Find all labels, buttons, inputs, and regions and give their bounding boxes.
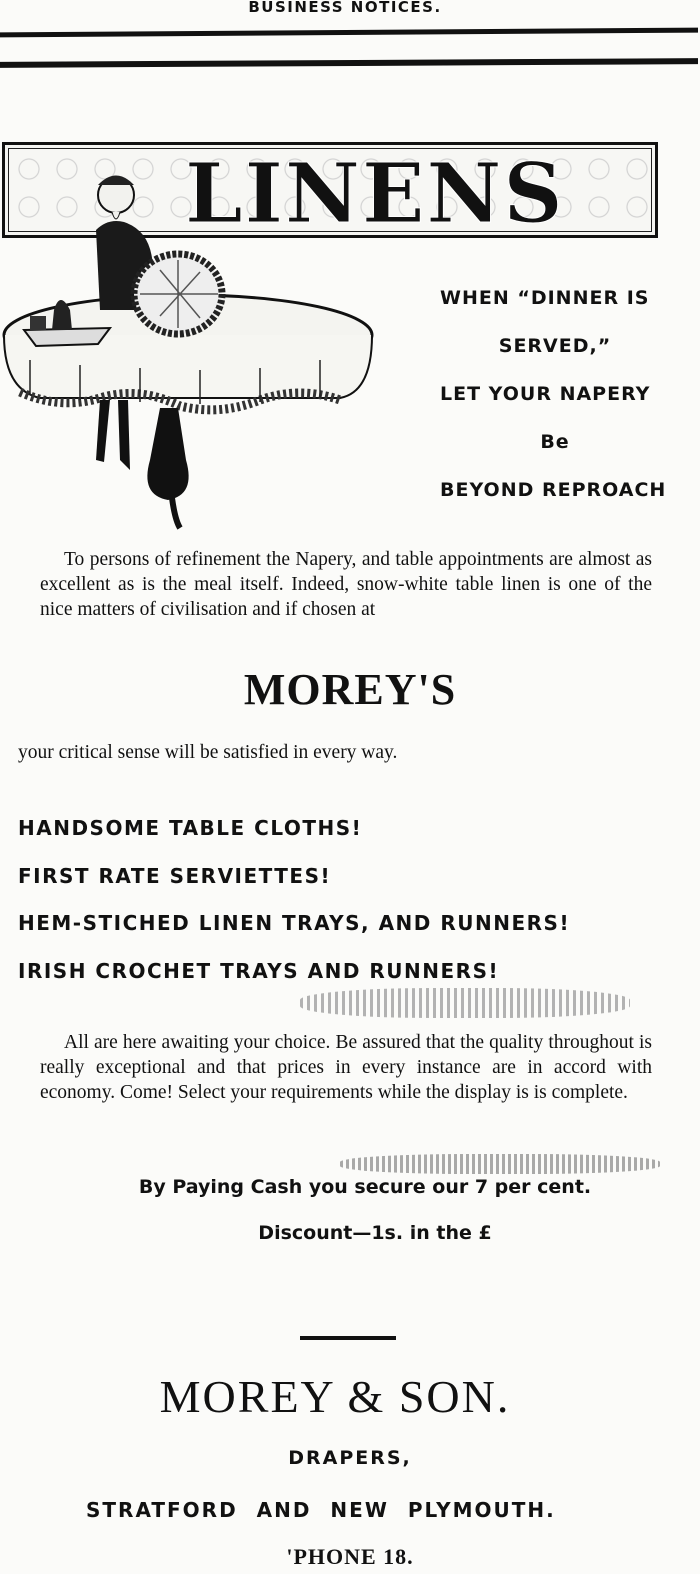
slogan-line-5: BEYOND REPROACH [440, 479, 667, 501]
product-item: HANDSOME TABLE CLOTHS! [18, 816, 363, 840]
header-rule-bottom [0, 58, 698, 68]
maid-table-illustration [0, 160, 390, 530]
product-item: HEM-STICHED LINEN TRAYS, AND RUNNERS! [18, 911, 571, 935]
slogan-line-1: WHEN “DINNER IS [440, 287, 650, 309]
locations-line: STRATFORD AND NEW PLYMOUTH. [86, 1498, 556, 1522]
slogan-line-3: LET YOUR NAPERY [440, 383, 651, 405]
intro-paragraph: To persons of refinement the Napery, and table appointments are almost as excellent as is the meal itself. Indeed, snow-white table linen is one of the nice matters of civilisation and if chosen at [40, 549, 652, 620]
header-rule-top [0, 28, 698, 38]
slogan-line-4: Be [540, 431, 570, 453]
trade-line: DRAPERS, [288, 1447, 412, 1469]
phone-line: 'PHONE 18. [286, 1544, 414, 1569]
slogan [440, 282, 700, 522]
company-name: MOREY & SON. [159, 1371, 511, 1422]
divider-rule [300, 1336, 396, 1340]
print-smudge [300, 988, 630, 1018]
store-name: MOREY'S [243, 665, 457, 714]
banner-title: LINENS [185, 146, 565, 242]
product-item: IRISH CROCHET TRAYS AND RUNNERS! [18, 958, 500, 983]
product-item: FIRST RATE SERVIETTES! [18, 863, 332, 888]
product-list [18, 812, 688, 1002]
print-smudge [340, 1154, 660, 1174]
slogan-line-2: SERVED,” [498, 335, 612, 357]
followup-line: your critical sense will be satisfied in every way. [18, 742, 398, 763]
body-paragraph: All are here awaiting your choice. Be assured that the quality throughout is really exceptional and that prices in every instance are in accord with economy. Come! Select your requirements while the display is is complete. [40, 1032, 652, 1103]
discount-line: Discount—1s. in the £ [258, 1222, 492, 1244]
cash-offer: By Paying Cash you secure our 7 per cent. [138, 1176, 592, 1198]
section-header: BUSINESS NOTICES. [248, 0, 442, 16]
